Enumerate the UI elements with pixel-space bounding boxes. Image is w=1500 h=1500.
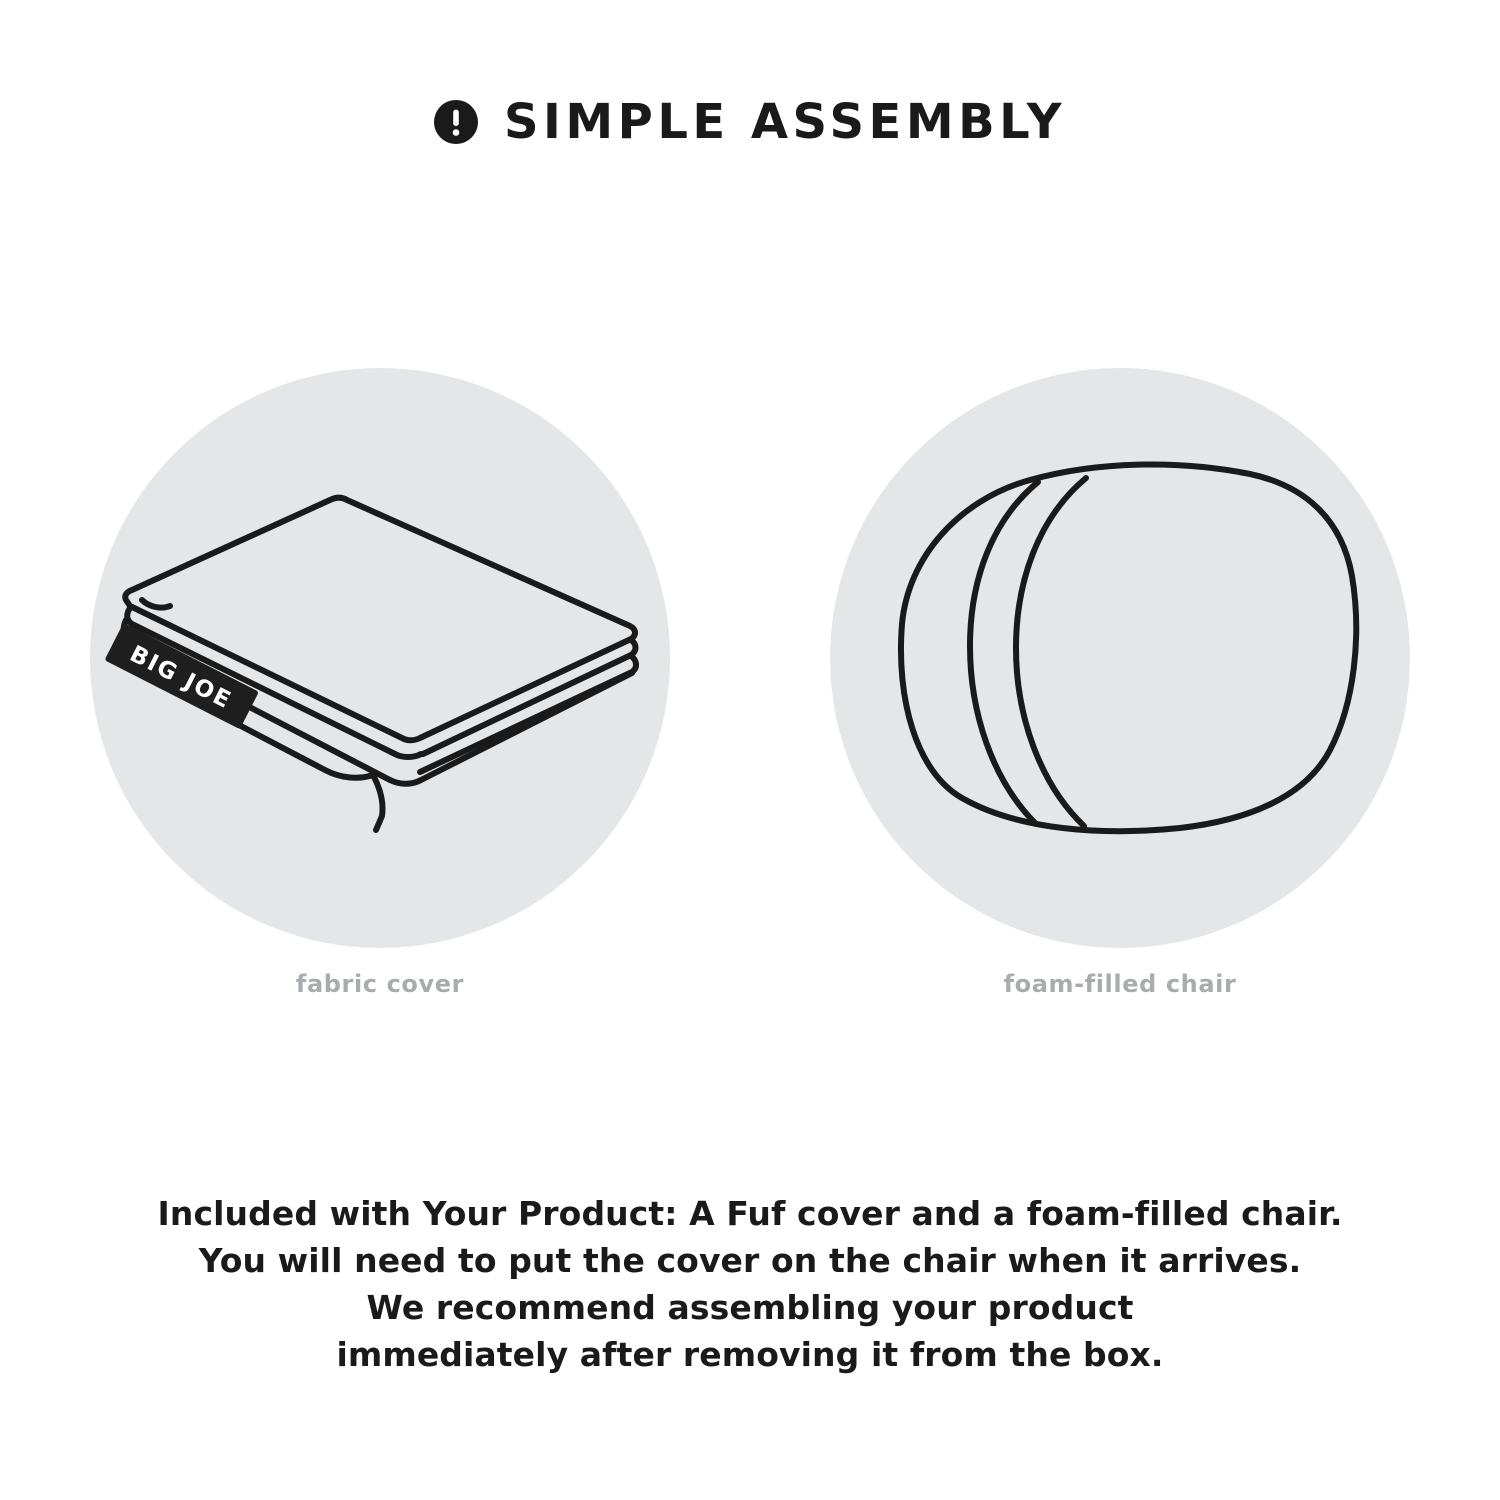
illustration-row (0, 368, 1500, 998)
alert-exclamation-icon (434, 100, 478, 144)
footer-line-2: You will need to put the cover on the chair when it arrives. (198, 1241, 1302, 1280)
svg-text:BIG JOE: BIG JOE (125, 641, 237, 715)
caption-foam-filled-chair: foam-filled chair (1003, 970, 1237, 998)
footer-line-1: Included with Your Product: A Fuf cover and a foam-filled chair. (157, 1194, 1343, 1233)
foam-filled-chair-icon (830, 368, 1410, 948)
footer-line-4: immediately after removing it from the box. (336, 1335, 1164, 1374)
illustration-fabric-cover (90, 368, 670, 998)
folded-fabric-cover-icon (90, 368, 670, 948)
fabric-cover-circle (90, 368, 670, 948)
footer-line-3: We recommend assembling your product (366, 1288, 1134, 1327)
footer-text (0, 1190, 1500, 1378)
page-title: SIMPLE ASSEMBLY (503, 94, 1067, 150)
foam-chair-circle (830, 368, 1410, 948)
illustration-foam-filled-chair (830, 368, 1410, 998)
caption-fabric-cover: fabric cover (295, 970, 465, 998)
header (0, 94, 1500, 150)
